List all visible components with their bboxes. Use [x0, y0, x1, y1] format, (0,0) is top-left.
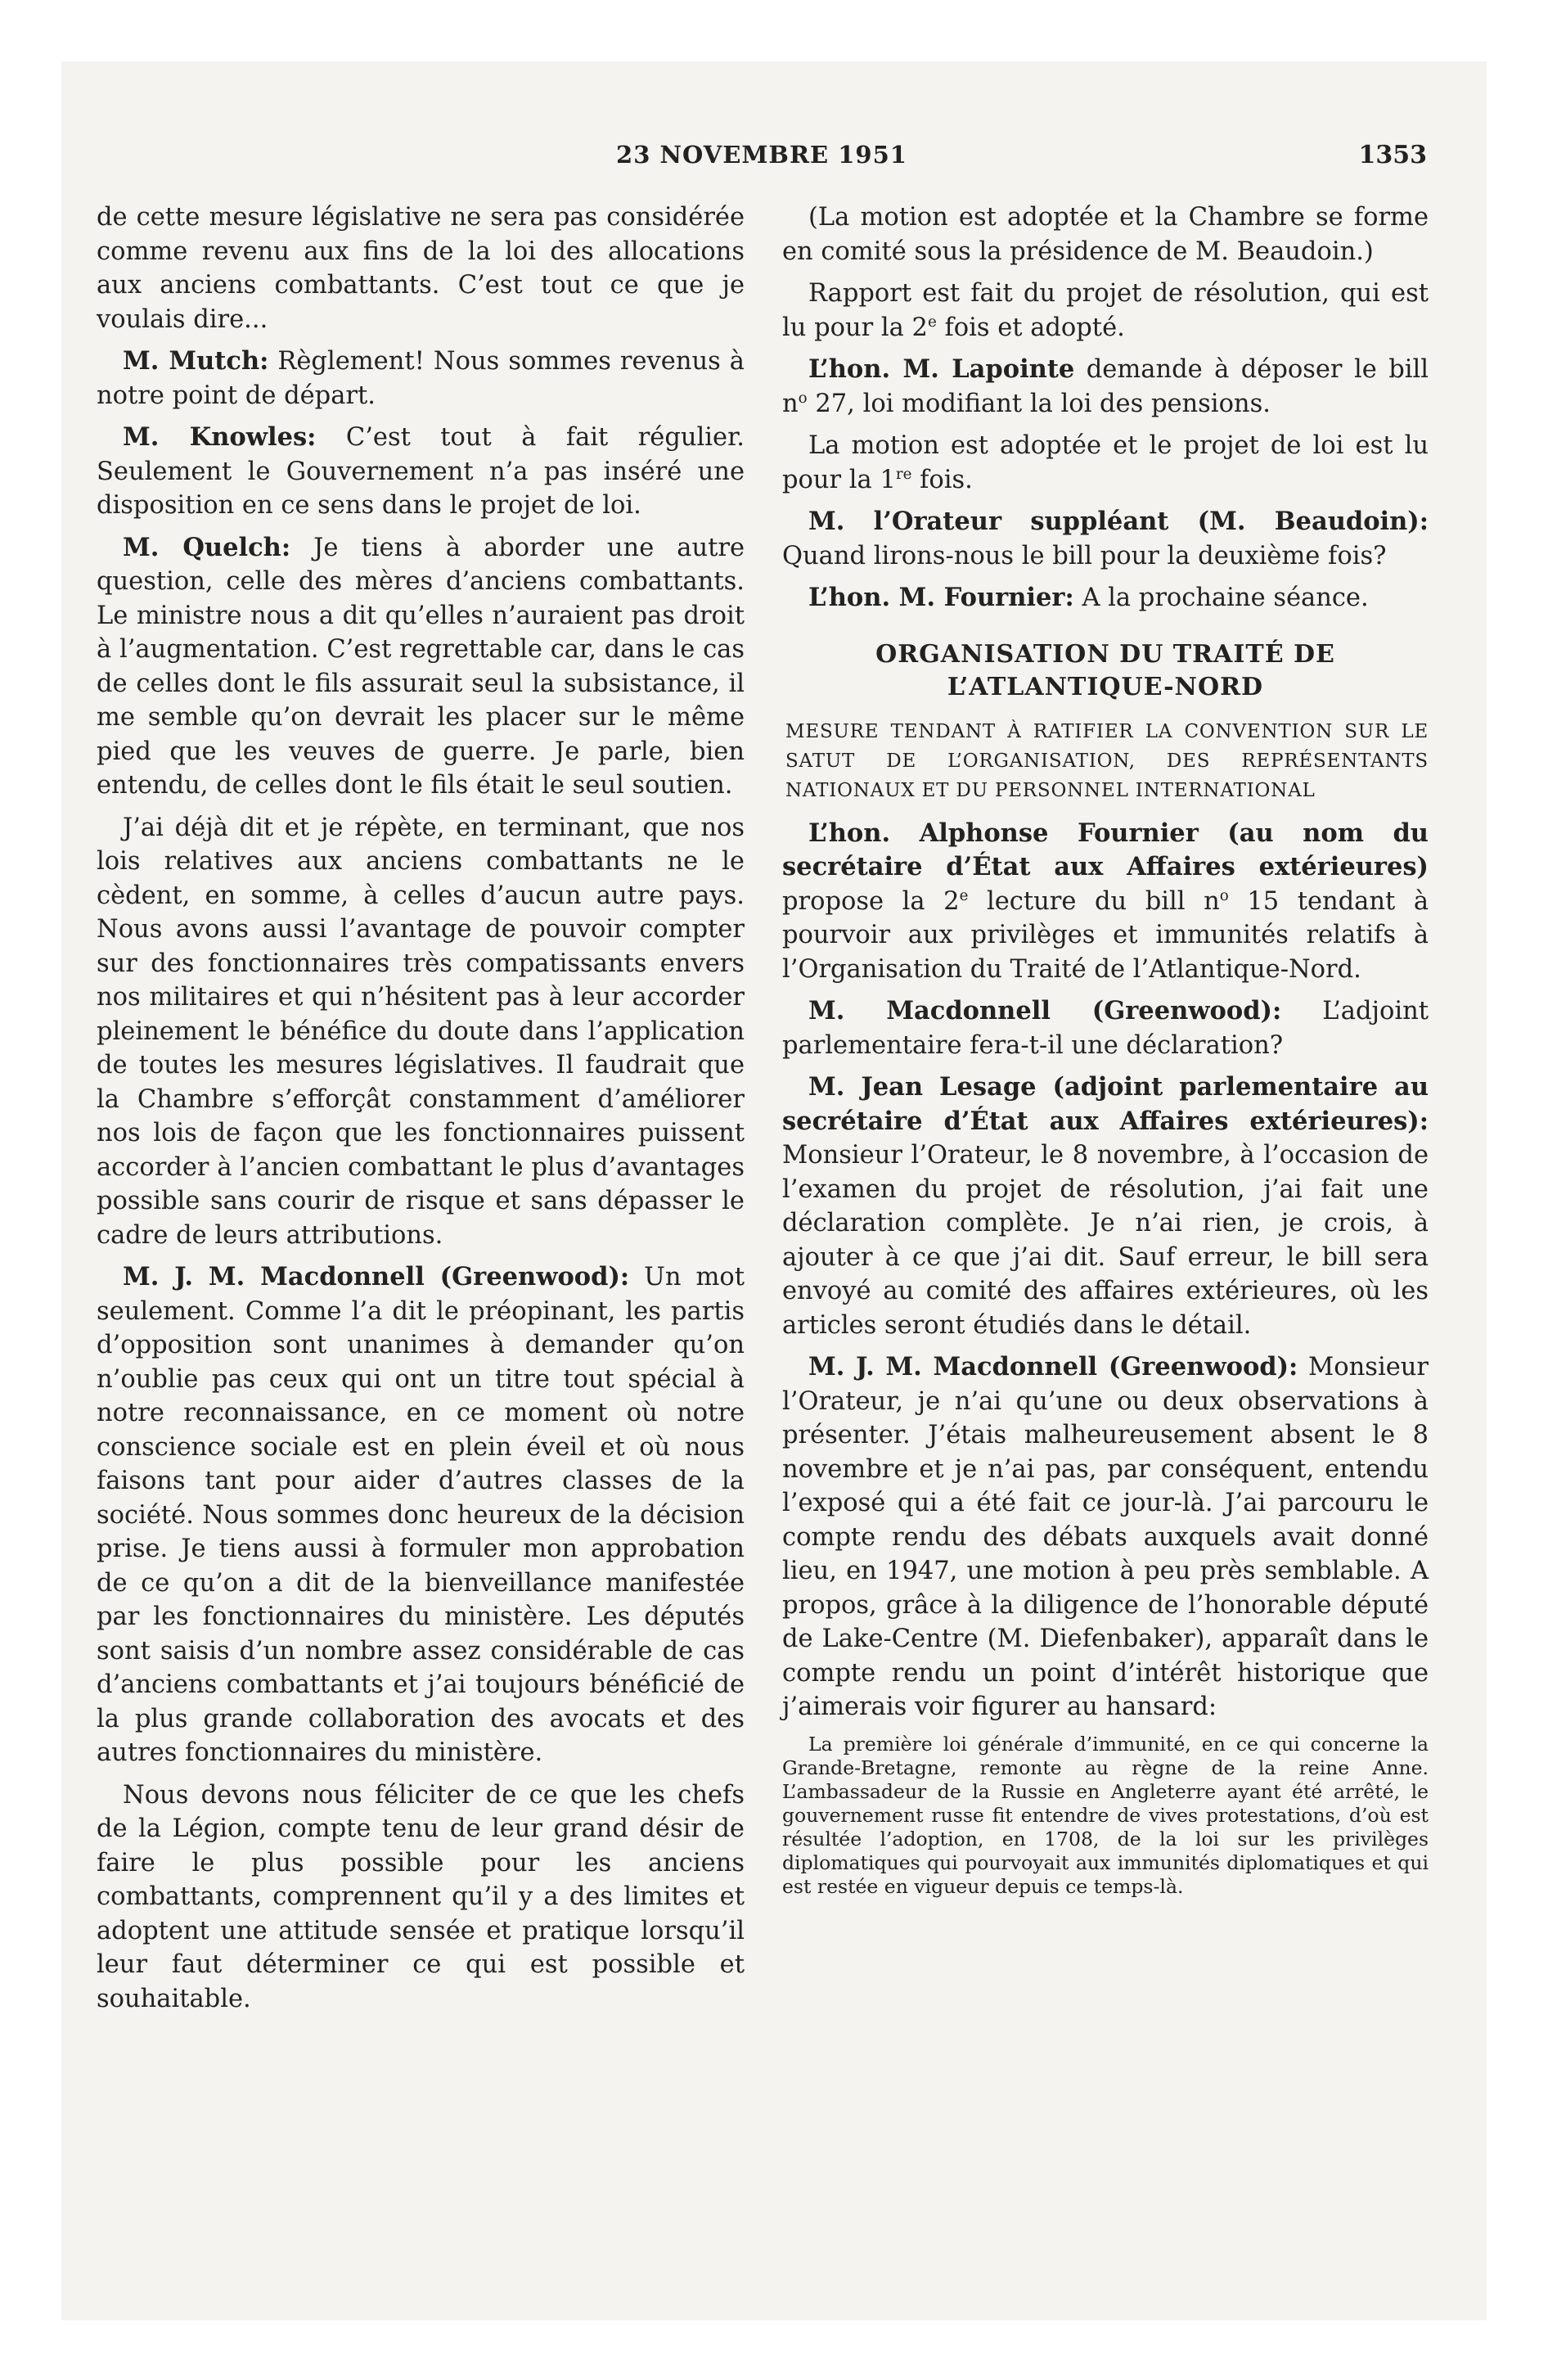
speech-text: Monsieur l’Orateur, je n’ai qu’une ou deux observations à présenter. J’étais malheureusement absent le 8 novembre et je n’ai pas, par conséquent, entendu l’exposé qui a été fait ce jour-là. J’ai parcouru le compte rendu des débats auxquels avait donné lieu, en 1947, une motion à peu près semblable. A propos, grâce à la diligence de l’honorable député de Lake-Centre (M. Diefenbaker), apparaît dans le compte rendu un point d’intérêt historique que j’aimerais voir figurer au hansard: — [782, 1353, 1429, 1721]
text-run: Rapport est fait du projet de résolution, qui est lu pour la 2 — [782, 279, 1429, 342]
speech-text: Je tiens à aborder une autre question, celle des mères d’anciens combattants. Le ministre nous a dit qu’elles n’auraient pas droit à l’augmentation. C’est regrettable car, dans le cas de celles dont le fils assurait seul la subsistance, il me semble qu’on devrait les placer sur le même pied que les veuves de guerre. Je parle, bien entendu, de celles dont le fils était le seul soutien. — [97, 533, 745, 800]
text-run: 15 tendant à pourvoir aux privilèges et immunités relatifs à l’Organisation du Traité de l’Atlantique-Nord. — [782, 886, 1429, 984]
paragraph — [782, 353, 1429, 421]
paragraph — [782, 1350, 1429, 1724]
speaker-name: M. Quelch: — [123, 532, 291, 562]
speaker-name: L’hon. M. Lapointe — [808, 354, 1075, 384]
superscript: e — [927, 313, 937, 331]
superscript: e — [959, 886, 969, 904]
paragraph — [97, 421, 745, 523]
page-header — [97, 141, 1427, 174]
paragraph: Nous devons nous féliciter de ce que les chefs de la Légion, compte tenu de leur grand désir de faire le plus possible pour les anciens combattants, comprennent qu’il y a des limites et adoptent une attitude sensée et pratique lorsqu’il leur faut déterminer ce qui est possible et souhaitable. — [97, 1780, 745, 2013]
speaker-name: M. J. M. Macdonnell (Greenwood): — [123, 1262, 630, 1291]
speaker-name: M. l’Orateur suppléant (M. Beaudoin): — [808, 507, 1429, 536]
section-heading — [782, 638, 1429, 704]
paragraph: J’ai déjà dit et je répète, en terminant, que nos lois relatives aux anciens combattants ne le cèdent, en somme, à celles d’aucun autre pays. Nous avons aussi l’avantage de pouvoir compter sur des fonctionnaires très compatissants envers nos militaires et qui n’hésitent pas à leur accorder pleinement le bénéfice du doute dans l’application de toutes les mesures législatives. Il faudrait que la Chambre s’efforçât constamment d’améliorer nos lois de façon que les fonctionnaires puissent accorder à l’ancien combattant le plus d’avantages possible sans courir de risque et sans dépasser le cadre de leurs attributions. — [97, 813, 745, 1250]
heading-line: L’ATLANTIQUE-NORD — [947, 672, 1264, 701]
right-column — [782, 201, 1429, 1907]
left-column — [97, 201, 745, 2024]
paragraph — [782, 581, 1429, 615]
paragraph — [97, 531, 745, 803]
text-run: lecture du bill n — [968, 886, 1220, 916]
block-quote: La première loi générale d’immunité, en ce qui concerne la Grande-Bretagne, remonte au règne de la reine Anne. L’ambassadeur de la Russie en Angleterre ayant été arrêté, le gouvernement russe fit entendre de vives protestations, d’où est résultée l’adoption, en 1708, de la loi sur les privilèges diplomatiques qui pourvoyait aux immunités diplomatiques et qui est restée en vigueur depuis ce temps-là. — [782, 1732, 1429, 1898]
speech-text: A la prochaine séance. — [1073, 584, 1369, 612]
text-run: 27, loi modifiant la loi des pensions. — [807, 389, 1271, 418]
page-number: 1353 — [1358, 141, 1427, 169]
speech-text: Règlement! Nous sommes revenus à notre point de départ. — [97, 347, 745, 410]
speaker-name: L’hon. M. Fournier: — [808, 583, 1074, 612]
heading-line: ORGANISATION DU TRAITÉ DE — [875, 639, 1335, 669]
text-run: fois et adopté. — [936, 313, 1125, 342]
superscript: o — [1219, 886, 1229, 904]
paragraph — [782, 994, 1429, 1062]
header-date: 23 NOVEMBRE 1951 — [616, 141, 907, 169]
speech-text: Monsieur l’Orateur, le 8 novembre, à l’occasion de l’examen du projet de résolution, j’ai fait une déclaration complète. Je n’ai rien, je crois, à ajouter à ce que j’ai dit. Sauf erreur, le bill sera envoyé au comité des affaires extérieures, où les articles seront étudiés dans le détail. — [782, 1141, 1429, 1340]
text-run: fois. — [911, 465, 973, 494]
paragraph — [782, 505, 1429, 573]
paragraph: (La motion est adoptée et la Chambre se forme en comité sous la présidence de M. Beaudoin.) — [782, 203, 1429, 266]
superscript: re — [895, 465, 912, 483]
speaker-name: M. Knowles: — [123, 422, 317, 452]
text-run: demande à déposer le bill n — [782, 355, 1429, 418]
speaker-name: L’hon. Alphonse Fournier (au nom du secrétaire d’État aux Affaires extérieures) — [782, 818, 1429, 881]
paragraph — [782, 1071, 1429, 1342]
paragraph: de cette mesure législative ne sera pas considérée comme revenu aux fins de la loi des allocations aux anciens combattants. C’est tout ce que je voulais dire... — [97, 203, 745, 334]
speech-text: Quand lirons-nous le bill pour la deuxième fois? — [782, 541, 1387, 570]
speaker-name: M. J. M. Macdonnell (Greenwood): — [808, 1352, 1298, 1382]
speech-text: L’adjoint parlementaire fera-t-il une déclaration? — [782, 997, 1429, 1060]
paragraph — [97, 345, 745, 412]
speaker-name: M. Macdonnell (Greenwood): — [808, 996, 1282, 1025]
speaker-name: M. Jean Lesage (adjoint parlementaire au secrétaire d’État aux Affaires extérieures): — [782, 1072, 1429, 1136]
paragraph — [782, 429, 1429, 497]
superscript: o — [798, 389, 808, 407]
speech-text: C’est tout à fait régulier. Seulement le Gouvernement n’a pas inséré une disposition en ce sens dans le projet de loi. — [97, 423, 745, 520]
paragraph — [782, 277, 1429, 345]
paragraph — [97, 1260, 745, 1770]
paragraph — [782, 817, 1429, 987]
text-run: La motion est adoptée et le projet de loi est lu pour la 1 — [782, 431, 1429, 494]
section-subheading: MESURE TENDANT À RATIFIER LA CONVENTION SUR LE SATUT DE L’ORGANISATION, DES REPRÉSENTANTS NATIONAUX ET DU PERSONNEL INTERNATIONAL — [785, 720, 1429, 801]
speech-text: Un mot seulement. Comme l’a dit le préopinant, les partis d’opposition sont unanimes à demander qu’on n’oublie pas ceux qui ont un titre tout spécial à notre reconnaissance, en ce moment où notre conscience sociale est en plein éveil et où nous faisons tant pour aider d’autres classes de la société. Nous sommes donc heureux de la décision prise. Je tiens aussi à formuler mon approbation de ce qu’on a dit de la bienveillance manifestée par les fonctionnaires du ministère. Les députés sont saisis d’un nombre assez considérable de cas d’anciens combattants et j’ai toujours bénéficié de la plus grande collaboration des avocats et des autres fonctionnaires du ministère. — [97, 1263, 745, 1767]
speaker-name: M. Mutch: — [123, 346, 269, 376]
text-run: propose la 2 — [782, 886, 960, 916]
